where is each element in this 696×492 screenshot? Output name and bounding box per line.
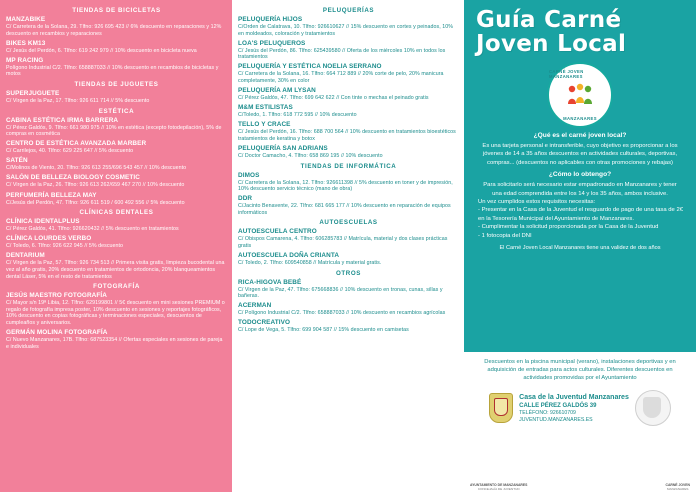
- business-desc: C/ Carrilejos, 40. Tlfno: 629 225 647 // 5% descuento: [6, 148, 134, 155]
- business-name: MANZABIKE: [6, 16, 46, 23]
- business-desc: C/ Jesús del Perdón, 86. Tlfno: 625439580 // Oferta de los miércoles 10% en todos los tratamientos: [238, 47, 446, 61]
- logo-wrap: [464, 62, 696, 128]
- list-item: [238, 302, 459, 317]
- list-item: [238, 87, 459, 102]
- list-item: [238, 63, 459, 84]
- list-item: [6, 292, 227, 326]
- business-name: DENTARIUM: [6, 252, 45, 260]
- section-heading-bicicletas: TIENDAS DE BICICLETAS: [72, 7, 161, 14]
- casa-title: Casa de la Juventud Manzanares: [519, 393, 629, 401]
- footer-logo-carne-joven-sub: MANZANARES: [667, 487, 689, 491]
- business-desc: C/ Pérez Galdós, 47. Tlfno: 699 642 622 // Con tinte o mechas el peinado gratis: [238, 95, 429, 102]
- business-name: ACERMAN: [238, 302, 272, 310]
- business-desc: C/ Toledo, 6. Tlfno: 926 622 945 // 5% descuento: [6, 243, 124, 250]
- list-item: [238, 228, 459, 249]
- list-item: [6, 329, 227, 350]
- list-item: [6, 90, 227, 105]
- business-name: TODOCREATIVO: [238, 319, 291, 327]
- casa-telephone: TELÉFONO: 926610709: [519, 409, 576, 416]
- business-name: GERMÁN MOLINA FOTOGRAFÍA: [6, 328, 108, 336]
- validity-note: El Carné Joven Local Manzanares tiene una validez de dos años: [499, 245, 661, 252]
- contact-box: [464, 352, 696, 492]
- business-name: PELUQUERÍA Y ESTÉTICA NOELIA SERRANO: [238, 63, 382, 71]
- requirement-2: - Cumplimentar la solicitud proporcionada por la Casa de la Juventud: [478, 224, 659, 231]
- business-desc: C/ Polígono Industrial C/2. Tlfno: 658887033 // 10% descuento en recambios agrícolas: [238, 310, 446, 317]
- business-desc: C/ Pérez Galdós, 9. Tlfno: 661 980 975 // 10% en estética (excepto fotodepilación), 5% de compras en cosmética: [6, 124, 222, 138]
- business-name: TELLO Y CRACE: [238, 121, 291, 129]
- list-item: [238, 121, 459, 142]
- footer-logos: [464, 483, 696, 491]
- business-name: CABINA ESTÉTICA IRMA BARRERA: [6, 116, 119, 124]
- business-desc: C/ Virgen de la Paz, 57. Tlfno: 926 734 513 // Primera visita gratis, limpieza bucodental una vez al año gratis, 20% descuento en tratamientos de ortodoncia, 20% blanqueamientos dental Láser, 5% en el resto de tratamientos: [6, 260, 225, 280]
- list-item: [238, 16, 459, 37]
- footer-logo-carne-joven-name: CARNÉ JOVEN: [665, 483, 690, 487]
- business-name: CENTRO DE ESTÉTICA AVANZADA MARBER: [6, 140, 147, 148]
- requirement-1: - Presentar en la Casa de la Juventud el resguardo de pago de una tasa de 2€ en la Tesorería Municipal del Ayuntamiento de Manzanares.: [478, 207, 684, 222]
- section-heading-fotografia: FOTOGRAFÍA: [93, 283, 140, 291]
- carne-joven-logo: [547, 62, 613, 128]
- business-desc: C/Toledo, 1. Tlfno: 618 772 595 // 10% descuento: [238, 112, 357, 119]
- list-item: [238, 172, 459, 193]
- business-desc: C/ Doctor Camacho, 4. Tlfno: 658 869 195 // 10% descuento: [238, 152, 383, 159]
- question-2-body: Para solicitarlo será necesario estar empadronado en Manzanares y tener una edad comprendida entre los 14 y los 35 años, ambos inclusive.: [483, 182, 677, 197]
- list-item: [6, 235, 227, 250]
- list-item: [6, 252, 227, 280]
- list-item: [6, 218, 227, 233]
- business-name: JESÚS MAESTRO FOTOGRAFÍA: [6, 292, 107, 300]
- business-desc: C/Molinos de Viento, 20. Tlfno: 926 613 255/696 543 457 // 10% descuento: [6, 165, 187, 172]
- business-name: DDR: [238, 195, 253, 203]
- question-1-body: Es una tarjeta personal e intransferible, cuyo objetivo es proporcionar a los jóvenes de 14 a 35 años descuentos en actividades culturales, deportivas, compras... (descuentos no aplicables con otras promociones y rebajas): [482, 143, 678, 166]
- business-desc: C/Jesús del Perdón, 47. Tlfno: 926 611 519 / 600 492 556 // 5% descuento: [6, 199, 185, 206]
- business-name: PELUQUERÍA AM LYSAN: [238, 87, 316, 95]
- title-block: [464, 0, 696, 58]
- business-name: AUTOESCUELA CENTRO: [238, 228, 317, 236]
- coat-of-arms-icon: [489, 393, 513, 423]
- list-item: [6, 140, 227, 155]
- list-item: [6, 16, 227, 37]
- section-heading-clinicas-dentales: CLÍNICAS DENTALES: [79, 209, 154, 217]
- business-desc: C/ Carretera de la Solana, 29. Tlfno: 926 695 423 // 6% descuento en reparaciones y 12% descuento en recambios y reparaciones: [6, 24, 222, 37]
- business-name: BIKES KM13: [6, 39, 46, 47]
- people-icon: [565, 82, 595, 108]
- list-item: [238, 279, 459, 300]
- footer-logo-ayuntamiento-name: AYUNTAMIENTO DE MANZANARES: [470, 483, 528, 487]
- logo-bottom-label: MANZANARES: [563, 116, 597, 121]
- business-desc: C/Orden de Calatrava, 10. Tlfno: 926610627 // 15% descuento en cortes y peinados, 10% en moldeados, coloración y tratamientos: [238, 24, 453, 37]
- business-name: CLÍNICA LOURDES VERBO: [6, 235, 92, 243]
- business-name: SATÉN: [6, 157, 28, 165]
- question-2-heading: ¿Cómo lo obtengo?: [548, 171, 612, 179]
- business-name: M&M ESTILISTAS: [238, 104, 293, 112]
- list-item: [238, 195, 459, 216]
- middle-column: [232, 0, 464, 492]
- business-name: AUTOESCUELA DOÑA CRIANTA: [238, 252, 340, 260]
- business-name: PELUQUERÍA HIJOS: [238, 16, 303, 23]
- casa-address: CALLE PÉREZ GALDÓS 39: [519, 402, 597, 409]
- business-name: PERFUMERÍA BELLEZA MAY: [6, 191, 97, 199]
- business-desc: C/ Jesús del Perdón, 16. Tlfno: 688 700 564 // 10% descuento en tratamientos bioestéticos tratamientos de keratina y botox: [238, 129, 456, 142]
- business-name: LOA'S PELUQUEROS: [238, 39, 306, 47]
- section-heading-autoescuelas: AUTOESCUELAS: [319, 219, 378, 227]
- business-desc: C/ Carretera de la Solana, 12. Tlfno: 926611398 // 5% descuento en toner y de impresión, 10% descuento servicio técnico (mano de obra): [238, 179, 453, 193]
- requirements-intro: Un vez cumplidos estos requisitos necesitas:: [478, 199, 596, 206]
- list-item: [6, 117, 227, 138]
- list-item: [6, 57, 227, 78]
- business-desc: C/ Pérez Galdós, 41. Tlfno: 926620432 // 5% descuento en tratamientos: [6, 226, 179, 233]
- list-item: [238, 319, 459, 334]
- logo-top-label: CARNÉ JOVEN MANZANARES: [549, 69, 584, 79]
- business-desc: C/ Obispos Camarena, 4. Tlfno: 606285783 // Matrícula, material y dos clases prácticas gratis: [238, 236, 448, 249]
- business-desc: Polígono Industrial C/2. Tlfno: 658887033 // 10% descuento en recambios de bicicletas y motos: [6, 64, 219, 78]
- business-name: SALÓN DE BELLEZA BIOLOGY COSMETIC: [6, 174, 140, 182]
- business-name: MP RACING: [6, 56, 44, 64]
- casa-juventud-block: [464, 390, 696, 426]
- list-item: [6, 157, 227, 172]
- business-desc: C/ Virgen de la Paz, 47. Tlfno: 675668836 // 10% descuento en tronas, cunas, sillas y bañeras.: [238, 286, 443, 300]
- business-name: PELUQUERÍA SAN ADRIANS: [238, 144, 328, 152]
- business-desc: C/ Jesús del Perdón, 6. Tlfno: 619 242 979 // 10% descuento en bicicleta nueva: [6, 47, 197, 54]
- footer-logo-ayuntamiento-sub: CONCEJALÍA DE JUVENTUD: [477, 487, 520, 491]
- list-item: [6, 192, 227, 207]
- municipal-discounts-text: Descuentos en la piscina municipal (verano), instalaciones deportivas y en adquisición de entradas para actos culturales. Diferentes descuentos en actividades promovidas por el Ayuntamiento: [484, 359, 676, 381]
- list-item: [238, 40, 459, 61]
- section-heading-estetica: ESTÉTICA: [98, 107, 135, 115]
- section-heading-otros: OTROS: [335, 269, 361, 277]
- page-title-line2: Joven Local: [476, 31, 627, 57]
- business-desc: C/ Lope de Vega, 5. Tlfno: 699 904 587 // 15% descuento en camisetas: [238, 327, 409, 334]
- question-1-heading: ¿Qué es el carné joven local?: [533, 132, 627, 139]
- business-name: SUPERJUGUETE: [6, 89, 60, 97]
- list-item: [6, 174, 227, 189]
- seal-icon: [635, 390, 671, 426]
- list-item: [238, 104, 459, 119]
- footer-logo-ayuntamiento: [470, 483, 527, 491]
- casa-email: JUVENTUD.MANZANARES.ES: [519, 416, 593, 423]
- right-column: [464, 0, 696, 492]
- section-heading-juguetes: TIENDAS DE JUGUETES: [74, 80, 159, 88]
- business-desc: C/ Mayor s/n 19ª Libia, 12. Tlfno: 629199801 // 5€ descuento en mini sesiones PREMIUM o regalo de fotografía impresa poster, 10% descuento en sesiones y reportajes fotográficos, 10% descuento en copias fotográficas y terminaciones especiales, descuentos de cumpleaños y aniversarios.: [6, 300, 225, 326]
- list-item: [238, 252, 459, 267]
- business-name: RICA-HIGOVA BEBÉ: [238, 278, 302, 286]
- business-name: DIMOS: [238, 171, 260, 179]
- business-desc: C/ Nuevo Manzanares, 17B. Tlfno: 687523354 // Ofertas especiales en sesiones de pareja e individuales: [6, 336, 223, 350]
- business-desc: C/ Toledo, 2. Tlfno: 609540858 // Matrícula y material gratis.: [238, 260, 382, 267]
- list-item: [6, 40, 227, 55]
- requirement-3: - 1 fotocopia del DNI: [478, 232, 532, 239]
- list-item: [238, 145, 459, 160]
- section-heading-peluquerias: PELUQUERÍAS: [322, 7, 375, 14]
- footer-logo-carne-joven: [666, 483, 691, 491]
- business-desc: C/ Virgen de la Paz, 26. Tlfno: 926 613 262/659 467 270 // 10% descuento: [6, 182, 185, 189]
- casa-text: [519, 393, 629, 423]
- business-name: CLÍNICA IDENTALPLUS: [6, 218, 80, 226]
- business-desc: C/Jacinto Benavente, 22. Tlfno: 681 665 177 // 10% descuento en reparación de equipos informáticos: [238, 203, 451, 216]
- page-title-line1: Guía Carné: [476, 7, 622, 33]
- business-desc: C/ Carretera de la Solana, 16. Tlfno: 664 712 889 // 20% corte de pelo, 20% manicura completamente, 30% en color: [238, 71, 444, 84]
- business-desc: C/ Virgen de la Paz, 17. Tlfno: 926 611 714 // 5% descuento: [6, 97, 150, 104]
- section-heading-informatica: TIENDAS DE INFORMÁTICA: [300, 162, 397, 170]
- left-column: [0, 0, 232, 492]
